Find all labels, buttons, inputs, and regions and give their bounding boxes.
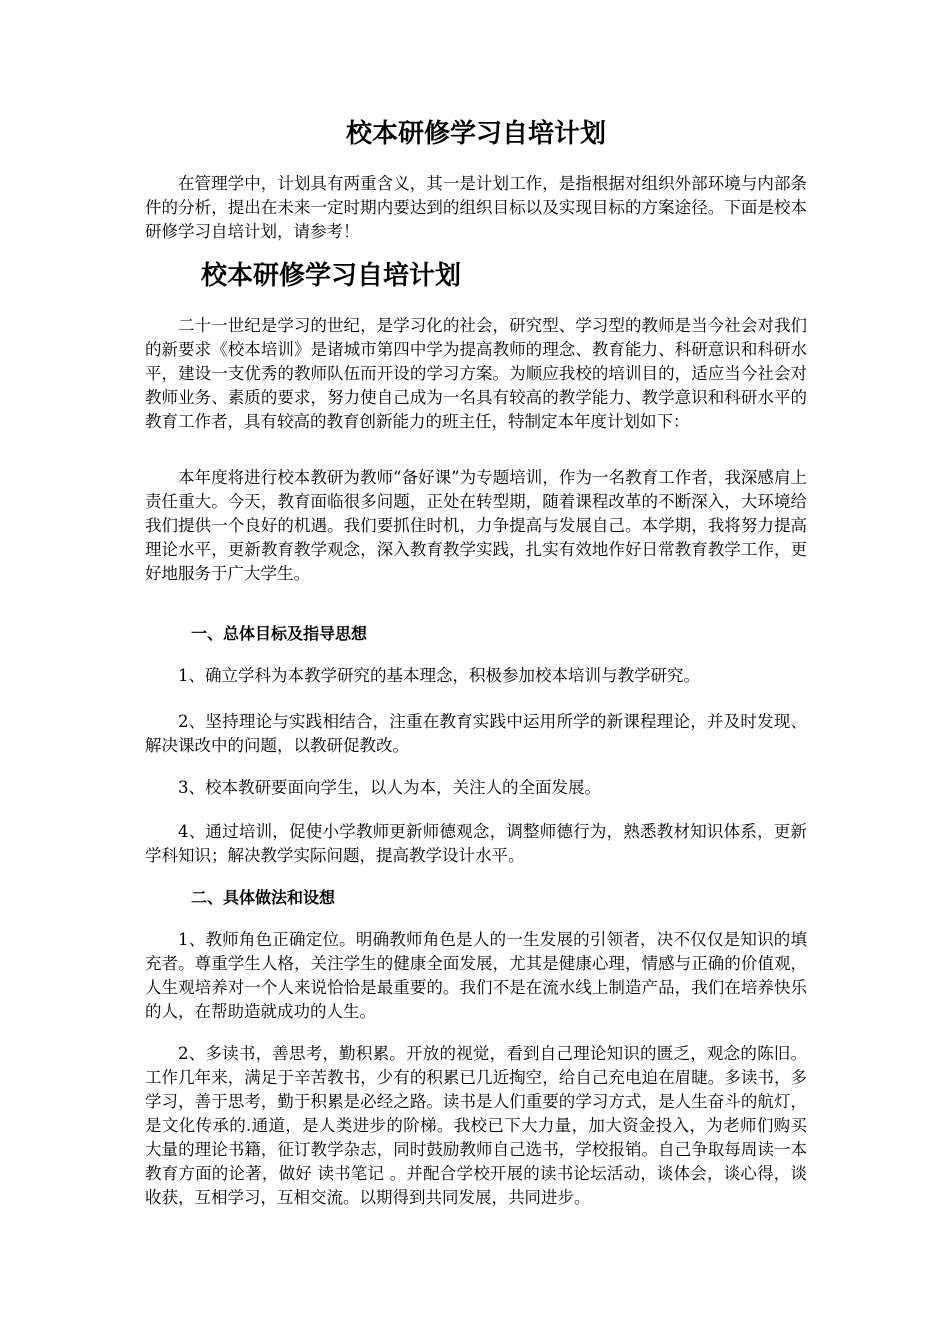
body-paragraph-2: 本年度将进行校本教研为教师“备好课”为专题培训，作为一名教育工作者，我深感肩上责任重大。今天，教育面临很多问题，正处在转型期，随着课程改革的不断深入，大环境给我们提供一个良好的机遇。我们要抓住时机，力争提高与发展自己。本学期，我将努力提高理论水平，更新教育教学观念，深入教育教学实践，扎实有效地作好日常教育教学工作，更好地服务于广大学生。 xyxy=(145,468,807,583)
document-title: 校本研修学习自培计划 xyxy=(345,119,606,149)
section-1-heading: 一、总体目标及指导思想 xyxy=(191,624,368,643)
section-2-item-2: 2、多读书，善思考，勤积累。开放的视觉，看到自己理论知识的匮乏，观念的陈旧。工作几年来，满足于辛苦教书，少有的积累已几近掏空，给自己充电迫在眉睫。多读书，多学习，善于思考，勤于积累是必经之路。读书是人们重要的学习方式，是人生奋斗的航灯，是文化传承的.通道，是人类进步的阶梯。我校已下大力量，加大资金投入，为老师们购买大量的理论书籍，征订教学杂志，同时鼓励教师自己选书，学校报销。自己争取每周读一本教育方面的论著，做好 读书笔记 。并配合学校开展的读书论坛活动，谈体会，谈心得，谈收获，互相学习，互相交流。以期得到共同发展，共同进步。 xyxy=(145,1044,807,1207)
document-subtitle: 校本研修学习自培计划 xyxy=(201,261,462,291)
body-paragraph-1: 二十一世纪是学习的世纪，是学习化的社会，研究型、学习型的教师是当今社会对我们的新要求《校本培训》是诸城市第四中学为提高教师的理念、教育能力、科研意识和科研水平，建设一支优秀的教师队伍而开设的学习方案。为顺应我校的培训目的，适应当今社会对教师业务、素质的要求，努力使自己成为一名具有较高的教学能力、教学意识和科研水平的教育工作者，具有较高的教育创新能力的班主任，特制定本年度计划如下： xyxy=(145,316,807,431)
section-1-item-4: 4、通过培训，促使小学教师更新师德观念，调整师德行为，熟悉教材知识体系，更新学科知识；解决教学实际问题，提高教学设计水平。 xyxy=(145,822,807,865)
intro-paragraph: 在管理学中，计划具有两重含义，其一是计划工作，是指根据对组织外部环境与内部条件的分析，提出在未来一定时期内要达到的组织目标以及实现目标的方案途径。下面是校本研修学习自培计划，请参考！ xyxy=(145,174,807,241)
section-2-heading: 二、具体做法和设想 xyxy=(191,888,336,907)
section-1-item-3: 3、校本教研要面向学生，以人为本，关注人的全面发展。 xyxy=(178,778,601,797)
section-1-item-2: 2、坚持理论与实践相结合，注重在教育实践中运用所学的新课程理论，并及时发现、解决课改中的问题，以教研促教改。 xyxy=(145,712,807,755)
section-2-item-1: 1、教师角色正确定位。明确教师角色是人的一生发展的引领者，决不仅仅是知识的填充者。尊重学生人格，关注学生的健康全面发展，尤其是健康心理，情感与正确的价值观，人生观培养对一个人来说恰恰是最重要的。我们不是在流水线上制造产品，我们在培养快乐的人，在帮助造就成功的人生。 xyxy=(145,930,807,1021)
section-1-item-1: 1、确立学科为本教学研究的基本理念，积极参加校本培训与教学研究。 xyxy=(178,666,700,685)
